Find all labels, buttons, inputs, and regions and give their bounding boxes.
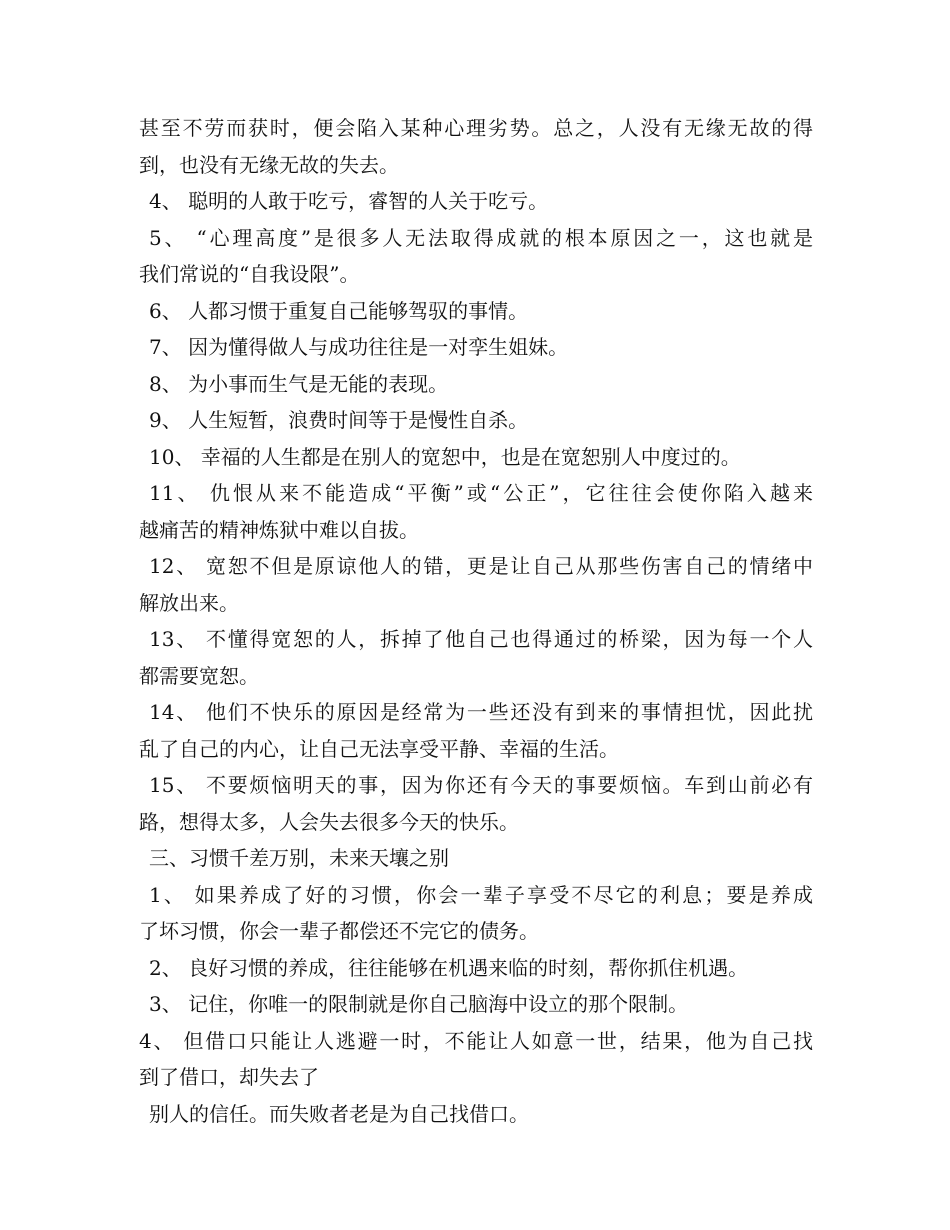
- list-item-4: 4、 聪明的人敢于吃亏，睿智的人关于吃亏。: [149, 189, 549, 213]
- list-item-9: 9、 人生短暂，浪费时间等于是慢性自杀。: [149, 408, 529, 432]
- list-item-3: 3、 记住，你唯一的限制就是你自己脑海中设立的那个限制。: [149, 992, 689, 1016]
- text-line: 我们常说的“自我设限”。: [139, 262, 360, 286]
- text-line: 解放出来。: [139, 590, 239, 615]
- section-heading: 三、习惯千差万别，未来天壤之别: [149, 846, 449, 870]
- list-item-8: 8、 为小事而生气是无能的表现。: [149, 371, 449, 396]
- text-line: 乱了自己的内心，让自己无法享受平静、幸福的生活。: [139, 736, 619, 761]
- text-line: 到，也没有无缘无故的失去。: [139, 152, 399, 177]
- list-item-4b: 4、 但借口只能让人逃避一时，不能让人如意一世，结果，他为自己找: [139, 1028, 813, 1053]
- list-item-1: 1、 如果养成了好的习惯，你会一辈子享受不尽它的利息；要是养成: [149, 882, 813, 907]
- text-line: 路，想得太多，人会失去很多今天的快乐。: [139, 809, 519, 834]
- list-item-10: 10、 幸福的人生都是在别人的宽恕中，也是在宽恕别人中度过的。: [149, 444, 741, 469]
- list-item-6: 6、 人都习惯于重复自己能够驾驭的事情。: [149, 298, 529, 323]
- list-item-13: 13、 不懂得宽恕的人，拆掉了他自己也得通过的桥梁，因为每一个人: [149, 627, 813, 651]
- text-line: 都需要宽恕。: [139, 663, 259, 688]
- text-line: 甚至不劳而获时，便会陷入某种心理劣势。总之，人没有无缘无故的得: [139, 116, 813, 140]
- list-item-14: 14、 他们不快乐的原因是经常为一些还没有到来的事情担忧，因此扰: [149, 700, 813, 724]
- text-line: 越痛苦的精神炼狱中难以自拔。: [139, 517, 419, 542]
- text-line: 了坏习惯，你会一辈子都偿还不完它的债务。: [139, 919, 539, 943]
- list-item-5: 5、 “心理高度”是很多人无法取得成就的根本原因之一，这也就是: [149, 225, 813, 250]
- list-item-12: 12、 宽恕不但是原谅他人的错，更是让自己从那些伤害自己的情绪中: [149, 554, 813, 578]
- list-item-2: 2、 良好习惯的养成，往往能够在机遇来临的时刻，帮你抓住机遇。: [149, 955, 749, 980]
- list-item-7: 7、 因为懂得做人与成功往往是一对孪生姐妹。: [149, 335, 569, 359]
- text-line: 别人的信任。而失败者老是为自己找借口。: [149, 1101, 529, 1126]
- document-body: [139, 110, 813, 1132]
- list-item-11: 11、 仇恨从来不能造成“平衡”或“公正”，它往往会使你陷入越来: [149, 481, 813, 505]
- list-item-15: 15、 不要烦恼明天的事，因为你还有今天的事要烦恼。车到山前必有: [149, 773, 813, 797]
- text-line: 到了借口，却失去了: [139, 1065, 319, 1089]
